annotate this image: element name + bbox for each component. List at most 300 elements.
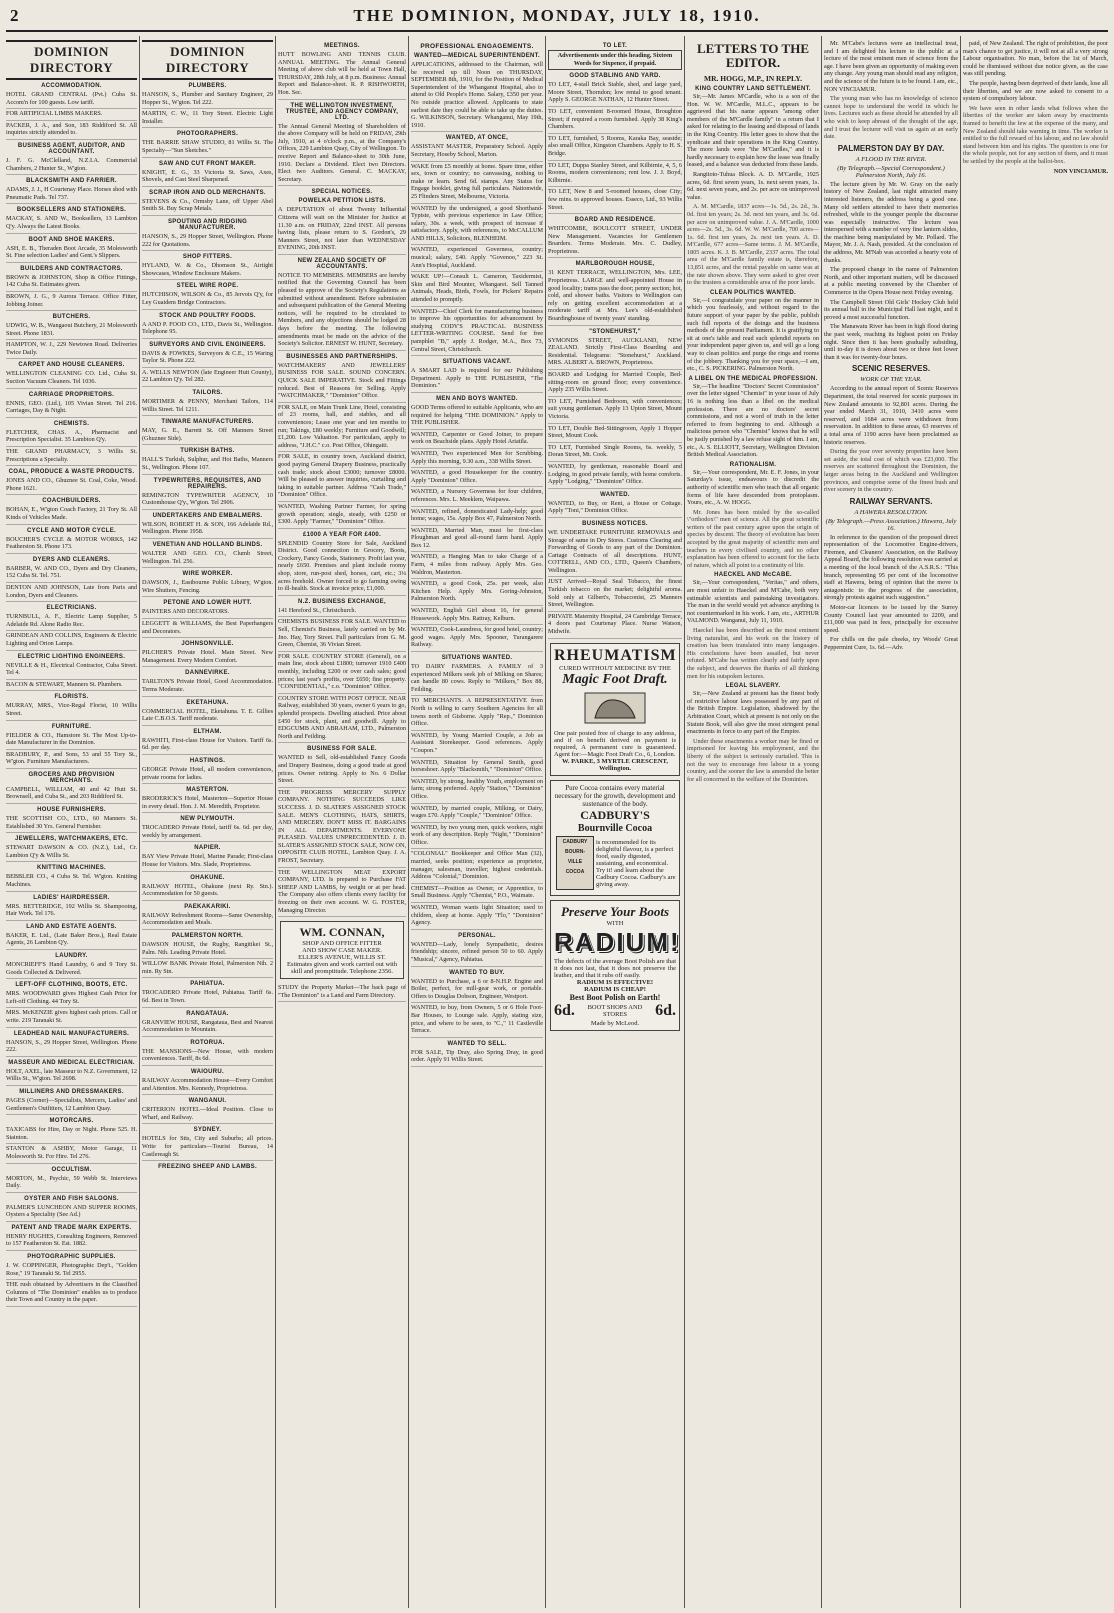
column-rule: [275, 36, 276, 1608]
railway-dateline: (By Telegraph.—Press Association.) Hawera, July 16.: [825, 517, 957, 532]
directory-entry: FIELDER & CO., Hamstore St. The Most Up-to-date Manufacturer in the Dominion.: [6, 731, 137, 750]
directory-heading: TURKISH BATHS.: [180, 448, 235, 455]
filler-text: During the year over seventy properties have been set aside, the total cost of which was £23,000. The reserves are scattered throughout the Dominion, the larger areas being in the Auckland and Wellington provinces, and comprise some of the finest bush and river scenery in the country.: [824, 448, 958, 494]
directory-heading: SHOP FITTERS.: [182, 254, 233, 261]
radium-price-row: [554, 1002, 676, 1020]
scenic-subheading: WORK OF THE YEAR.: [860, 376, 922, 384]
block-heading: GOOD STABLING AND YARD.: [569, 73, 661, 80]
directory-entry: THE BARRIE SHAW STUDIO, 81 Willis St. The Specialty—"Sun Sketches.": [142, 138, 273, 157]
directory-entry: RAILWAY Refreshment Rooms—Same Ownership, Accommodation and Meals.: [142, 911, 273, 930]
directory-heading: LEADHEAD NAIL MANUFACTURERS.: [13, 1030, 130, 1037]
directory-heading: BUTCHERS.: [52, 314, 91, 321]
directory-entry: WALTER AND GEO. CO., Clumb Street, Wellington. Tel. 256.: [142, 549, 273, 568]
directory-heading: FLORISTS.: [54, 694, 89, 701]
block-heading: MARLBOROUGH HOUSE,: [575, 261, 655, 268]
bournville-name: Bournville Cocoa: [577, 823, 653, 835]
letters-column: [687, 40, 819, 1608]
directory-entry: DENTON AND JOHNSON, Late from Paris and London, Dyers and Cleaners.: [6, 583, 137, 602]
cadbury-advert: [550, 780, 680, 896]
notice-text: TO LET, Furnished Bedroom, with conveniences; suit young gentleman. Apply 13 Upton Street, Mount Victoria.: [548, 397, 682, 424]
directory-entry: DAWSON, J., Eastbourne Public Library, W'gton. Wire Shutters, Fencing.: [142, 578, 273, 597]
news-paragraph: According to the annual report of Scenic Reserves Department, the total reserved for scenic purposes in New Zealand amounts to 92,801 acres. During the year ended March 31, 1910, 3410 acres were reserved, and 1684 acres were withdrawn from reservation. In addition to these areas, 63 reserves of a total area of 1190 acres have been proclaimed as historic reserves.: [824, 385, 958, 446]
directory-heading: CARRIAGE PROPRIETORS.: [28, 391, 115, 398]
notice-text: WANTED, by gentleman, reasonable Board and Lodging, in good private family, with home comforts. Apply "Lodging," "Dominion" Office.: [548, 462, 682, 489]
directory-entry: STEWART DAWSON & CO. (N.Z.), Ltd., Cr. Lambton Q'y & Willis St.: [6, 843, 137, 862]
notice-text: WANTED, by married couple, Milking, or Dairy, wages £70. Apply "Couple," "Dominion" Office.: [411, 804, 543, 823]
cocoa-row: [554, 834, 676, 892]
notice-text: WANTED, Married Man, must be first-class Ploughman and good all-round farm hand. Apply Box 12.: [411, 526, 543, 553]
news-paragraph: The Campbell Street Old Girls' Hockey Club held its annual ball in the Municipal Hall last night, and it proved a most successful function.: [824, 298, 958, 321]
directory-entry: CRITERION HOTEL—Ideal Position. Close to Wharf, and Railway.: [142, 1105, 273, 1124]
directory-heading: PAHIATUA.: [190, 981, 225, 988]
directory-entry: GRANVIEW HOUSE, Rangataua, Best and Nearest Accommodation to Mountain.: [142, 1018, 273, 1037]
block-heading: BOARD AND RESIDENCE.: [574, 217, 656, 224]
radium-stores: BOOT SHOPS AND STORES: [587, 1004, 643, 1019]
directory-heading: OHAKUNE.: [190, 874, 225, 881]
letter-paragraph: Sir,—New Zealand at present has the finest body of restrictive labour laws possessed by any part of the British Empire. Legislation, shadowed by the Arbitration Court, which at present is not only on the Statute Book, will also give the most stringent penal enactments in force to any part of the Empire.: [687, 690, 819, 736]
directory-entry: MARTIN, C. W., 11 Tory Street. Electric Light Installer.: [142, 109, 273, 128]
libel-heading: A LIBEL ON THE MEDICAL PROFESSION.: [688, 375, 818, 382]
cadbury-brand: CADBURY'S: [580, 808, 650, 823]
notice-text: COUNTRY STORE WITH POST OFFICE. NEAR Railway, established 30 years, owner 6 years to go, splendid prospects. Dwelling attached. Price about £450 for stock, plant, and goodwill. Apply to EDGCUMB AND ABRAHAM, LTD., Palmerston North and Feilding.: [278, 694, 406, 744]
directory-entry: ADAMS, J. J., H Courtenay Place. Horses shod with Pneumatic Pads. Tel 737.: [6, 185, 137, 204]
directory-entry: THE MANSIONS—New House, with modern conveniences. Tariff, 8s 6d.: [142, 1047, 273, 1066]
notice-text: WANTED, a Hanging Man to take Charge of a Farm, 4 miles from railway. Apply Mrs. Geo. Waldron, Masterton.: [411, 552, 543, 579]
directory-entry: MACKAY, S. AND W., Booksellers, 13 Lambton Q'y. Always the Latest Books.: [6, 214, 137, 233]
block-heading: SPECIAL NOTICES.: [311, 189, 373, 196]
directory-heading: WAIOURU.: [190, 1068, 225, 1075]
cocoa-tin-icon: CADBURY BOURN- VILLE COCOA: [556, 836, 594, 890]
notice-text: TO LET, Furnished Single Rooms, 6s. weekly, 5 Doran Street, Mt. Cook.: [548, 443, 682, 462]
masthead: [6, 6, 1108, 32]
directory-heading: OYSTER AND FISH SALOONS.: [24, 1195, 119, 1202]
directory-entry: WILSON, ROBERT H. & SON, 166 Adelaide Rd., Wellington. Phone 1958.: [142, 520, 273, 539]
news-paragraph: The people, having been deprived of their lands, lose all their liberties, and we are now asked to consent to a system of compulsory labour.: [963, 79, 1108, 103]
directory-heading: ELECTRICIANS.: [46, 605, 97, 612]
notice-text: WANTED by the undersigned, a good Shorthand-Typiste, with previous experience in Law Office; salary, 30s. a week, with prospect of increase if satisfactory. Apply, with references, to McCALLUM AND HILLS, Solicitors, BLENHEIM.: [411, 204, 543, 246]
column-rule: [545, 36, 546, 1608]
directory-entry: MRS. McKENZIE gives highest cash prices. Call or write. 219 Taranaki St.: [6, 1008, 137, 1027]
directory-heading: LAUNDRY.: [55, 953, 88, 959]
notice-text: FOR SALE. COUNTRY STORE (General), on a main line, stock about £1800; turnover 1910 £400 monthly, including £200 or over cash sales; good prices; last year's profits, over £650; fine property. "CONFIDENTIAL," c.o. "Dominion" Office.: [278, 652, 406, 694]
directory-heading: CHEMISTS.: [53, 420, 90, 427]
directory-heading: BUSINESS AGENT, AUDITOR, AND ACCOUNTANT.: [17, 142, 126, 155]
block-heading: £1000 A YEAR FOR £400.: [302, 531, 382, 538]
notice-text: FOR SALE, in country town, Auckland district, good paying General Drapery Business, practically cash trade; stock about £3000; turnover £8000. Will be pleased to answer inquiries, curtailing and taking in suitable partner. Address "Cash Trade," "Dominion" Office.: [278, 452, 406, 502]
directory-entry: HANSON, S., 29 Hopper Street, Wellington. Phone 222.: [6, 1038, 137, 1057]
directory-entry: PILCHER'S Private Hotel. Main Street. New Management. Every Modern Comfort.: [142, 648, 273, 667]
directory-entry: DAWSON HOUSE, the Rugby, Rangitikei St., Palm. Nth. Leading Private Hotel.: [142, 940, 273, 959]
directory-entry: HENRY HUGHES, Consulting Engineers, Removed to 157 Featherston St. Est. 1882.: [6, 1232, 137, 1251]
legal-slavery-heading: LEGAL SLAVERY.: [725, 683, 781, 690]
block-heading: NEW ZEALAND SOCIETY OF ACCOUNTANTS.: [297, 257, 387, 270]
notice-text: GOOD Terms offered to suitable Applicants, who are required for helping "THE DOMINION." Apply to THE PUBLISHER.: [411, 403, 543, 430]
notice-text: WANTED, refined, domesticated Lady-help; good home; wages, 15s. Apply Box 47, Palmerston North.: [411, 507, 543, 526]
letter-paragraph: Sir,—Your correspondent, Mr. E. F. Jones, in your Saturday's issue, endeavours to discredit the authority of scientific men who teach that all organic forms of life have descended from protoplasm. Yours, etc., A. W. HOGG.: [687, 468, 819, 507]
filler-text: The young man who has no knowledge of science cannot hope to understand the world in which he lives. Lectures such as these should be attended by all who wish to keep abreast of the thought of the age, and I trust the lecturer will visit us again at an early date.: [824, 95, 958, 141]
professional-banner: PROFESSIONAL ENGAGEMENTS.: [420, 43, 534, 50]
block-heading: SITUATIONS VACANT.: [442, 359, 512, 366]
directory-heading: ROTORUA.: [190, 1039, 225, 1046]
connan-name: WM. CONNAN,: [299, 925, 385, 940]
notice-text: WANTED, a good Cook, 25s. per week, also Kitchen Help. Apply Mrs. Goring-Johnston, Palmerston North.: [411, 579, 543, 606]
notice-text: WANTED, experienced Governess, country; musical; salary, £40. Apply "Govenoo," 223 St. Ann's Hospital, Auckland.: [411, 245, 543, 272]
directory-entry: REMINGTON TYPEWRITER AGENCY, 10 Customhouse Q'y., W'gton. Tel 2906.: [142, 491, 273, 510]
directory-entry: J. F. G. McClelland, N.Z.I.A. Commercial Chambers, 2 Hunter St., W'gton.: [6, 156, 137, 175]
connan-line: AND SHOW CASE MAKER.: [302, 947, 382, 955]
directory-entry: TARLTON'S Private Hotel, Good Accommodation. Terms Moderate.: [142, 677, 273, 696]
column-rule: [960, 36, 961, 1608]
notice-text: 141 Hereford St., Christchurch.: [278, 606, 406, 618]
notice-text: WANTED, to Buy, or Rent, a House or Cottage. Apply "Toni," Dominion Office.: [548, 499, 682, 518]
directory-entry: TAXICABS for Hire, Day or Night. Phone 525. H. Stainton.: [6, 1125, 137, 1144]
directory-entry: HANSON, S., Plumber and Sanitary Engineer, 29 Hopper St., W'gton. Tel 222.: [142, 90, 273, 109]
column-rule: [408, 36, 409, 1608]
notice-text: WE UNDERTAKE FURNITURE REMOVALS and Storage of same in Dry Stores. Customs Clearing and Forwarding of Goods to any part of the Dominion. Cartage Contracts of all descriptions. HUNT, COTTRELL, AND CO., LTD., Queen's Chambers, Wellington.: [548, 528, 682, 578]
cocoa-tail: is recommended for its delightful flavour, is a perfect food, easily digested, sustaining, and economical. Try it! and learn about the Cadbury Cocoa. Cadbury's are giving away.: [596, 838, 676, 888]
haeckel-heading: HAECKEL AND McCABE.: [714, 572, 792, 579]
directory-heading: TYPEWRITERS, REQUISITES, AND REPAIRERS.: [153, 477, 262, 490]
notice-text: WANTED, a good Housekeeper for the country. Apply "Dominion" Office.: [411, 468, 543, 487]
notice-text: WANTED, Woman wants light Situation; used to children, sleep at home. Apply "Flo," "Dominion" Agency.: [411, 903, 543, 930]
directory-heading: CARPET AND HOUSE CLEANERS.: [18, 362, 125, 369]
directory-heading: SCRAP IRON AND OLD MERCHANTS.: [149, 189, 266, 196]
directory-column-1: [6, 40, 137, 1608]
radium-brand: RADIUM!: [554, 927, 681, 958]
directory-heading: ACCOMMODATION.: [41, 83, 102, 89]
notice-text: WANTED, Washing Partner Farmer, for spring growth operation; single, steady, with £250 or £300. Apply "Farmer," "Dominion" Office.: [278, 502, 406, 529]
palmerston-dateline: (By Telegraph.—Special Correspondent.) Palmerston North, July 16.: [837, 164, 945, 179]
directory-entry: BAY View Private Hotel, Marine Parade; First-class House for Visitors. Mrs. Slade, Proprietress.: [142, 852, 273, 871]
scenic-heading: SCENIC RESERVES.: [851, 364, 931, 374]
directory-entry: NEVILLE & H., Electrical Contractor, Cuba Street. Tel 4.: [6, 661, 137, 680]
directory-sections-2: [142, 83, 273, 1161]
directory-heading: CYCLE AND MOTOR CYCLE.: [27, 527, 116, 534]
directory-entry: BRADBURY, P., and Sons, 53 and 55 Tory St., W'gton. Furniture Manufacturers.: [6, 750, 137, 769]
news-paragraph: paid, of New Zealand. The right of prohibition, the poor man's chance to get justice, it will not at all a very strong Labour organisation. No man, before the 1st of March, could be dismissed without due notice given, as the case was still pending.: [963, 40, 1108, 78]
notice-text: 31 KENT TERRACE, WELLINGTON, Mrs. LEE, Proprietress. LARGE and well-appointed House in good locality; trams pass the door; penny section; hot, cold, and shower baths. Visitors to Wellington can rely on getting excellent accommodation at a moderate tariff at Mrs. Lee's old-established Boardinghouse of twenty years' standing.: [548, 268, 682, 325]
directory-entry: BEBBLER CO., 4 Cuba St. Tel. W'gton. Knitting Machines.: [6, 872, 137, 891]
notice-text: CHEMISTS BUSINESS FOR SALE. WANTED to Sell, Chemist's Business, lately carried on by Mr. Jno. Hay, Tory Street. Full particulars from G. M. Green, Chemist, 36 Vivian Street.: [278, 617, 406, 651]
notice-text: WANTED to Sell, old-established Fancy Goods and Drapery Business, doing a good trade at good prices. Owner retiring. Apply to No. 6 Dollar Street.: [278, 753, 406, 787]
notice-text: WANTED, English Girl about 16, for general Housework. Apply Mrs. Rattray, Kelburn.: [411, 606, 543, 625]
directory-entry: PAINTERS AND DECORATORS.: [142, 607, 273, 619]
professional-blocks: [411, 53, 543, 1067]
notice-text: PRIVATE Maternity Hospital, 24 Cambridge Terrace, 4 doors past Courtenay Place. Nurse Watson, Midwife.: [548, 612, 682, 639]
notice-text: WAKE UP!—Consult L. Cameron, Taxidermist, Skin and Bird Mounter, Whangarei. Sell Tanned Animals, Heads, Birds, Fowls, for Pickers' Repairs attended to promptly.: [411, 272, 543, 306]
rheumatism-title: RHEUMATISM: [554, 646, 677, 664]
directory-heading: STEEL WIRE ROPE.: [176, 283, 239, 290]
directory-entry: JONES AND CO., Ghuznee St. Coal, Coke, Wood. Phone 1621.: [6, 476, 137, 495]
magic-foot-draft: Magic Foot Draft.: [562, 671, 668, 687]
block-heading: WANTED.: [600, 491, 630, 498]
letter-paragraph: Sir,—I congratulate your paper on the manner in which you fearlessly, and without regard to the future support of your paper by the public, publish such full reports of the doings and the business methods of the present Parliament. It is gratifying to sit at one's table and read such splendid reports on your independent paper given us, and will go a long way to clean politics and purge the rings and rooms of the jobbery. Thanking you for your space,—I am, etc., C. S. PICKERING. Palmerston North.: [687, 296, 819, 373]
directory-heading: OCCULTISM.: [51, 1166, 92, 1173]
column-rule: [139, 36, 140, 1608]
notice-text: TO MERCHANTS. A REPRESENTATIVE from North is willing to carry Southern Agencies for all towns north of Gisborne. Apply "Rep.," Dominion Office.: [411, 696, 543, 730]
directory-heading: KNITTING MACHINES.: [36, 865, 107, 872]
notice-text: A SMART LAD is required for our Publishing Department. Apply to THE PUBLISHER, "The Dominion.": [411, 366, 543, 393]
directory-heading: PATENT AND TRADE MARK EXPERTS.: [11, 1224, 132, 1231]
directory-heading: SPOUTING AND RIDGING MANUFACTURER.: [167, 218, 248, 231]
notice-text: APPLICATIONS, addressed to the Chairman, will be received up till Noon on THURSDAY, SEPTEMBER 8th, 1910, for the Position of Medical Superintendent of the Whanganui Hospital, also to attend to Old People's Home. Salary, £350 per year. No outside practice allowed. Applicants to state earliest date they could be able to take up the duties. G. WILKINSON, Secretary. Whanganui, May 19th, 1910.: [411, 60, 543, 132]
to-let-column: [548, 40, 682, 1608]
directory-entry: THE rush obtained by Advertisers in the Classified Columns of "The Dominion" enables us to produce their Town and Country in the paper.: [6, 1280, 137, 1307]
directory-entry: MRS. WOODWARD gives Highest Cash Price for Left-off Clothing. 44 Tory St.: [6, 989, 137, 1008]
directory-heading: SURVEYORS AND CIVIL ENGINEERS.: [149, 341, 266, 348]
directory-entry: BAKER, E. Ltd., (Late Baker Bros.), Real Estate Agents, 26 Lambton Q'y.: [6, 931, 137, 950]
notice-text: FOR SALE, Tip Dray, also Spring Dray, in good order. Apply 91 Willis Street.: [411, 1048, 543, 1067]
news-column: [824, 40, 958, 1608]
directory-entry: LEGGETT & WILLIAMS, the Best Paperhangers and Decorators.: [142, 619, 273, 638]
filler-text: We have seen in other lands what follows when the liberties of the worker are taken away by enactments framed to benefit the few at the expense of the many, and New Zealand should take warning in time. The worker is entitled to the full reward of his labour, and no law should stand between him and his rights. The question is one for the whole people, not for any section of them, and it must be settled by the people at the ballot-box.: [963, 104, 1108, 165]
meetings-column: [278, 40, 406, 1608]
directory-heading: BOOKSELLERS AND STATIONERS.: [16, 207, 127, 214]
directory-entry: TURNBULL, A. F., Electric Lamp Supplier, 5 Adelaide Rd. Alone Radio Rec.: [6, 612, 137, 631]
block-heading: PERSONAL.: [458, 932, 496, 939]
directory-entry: BACON & STEWART, Manners St. Plumbers.: [6, 680, 137, 692]
directory-entry: HALL'S Turkish, Sulphur, and Hot Baths, Manners St., Wellington. Phone 107.: [142, 455, 273, 474]
filler-text: A. M. M'Cardle, 1837 acres—1s. 5d., 2s. 2d., 3s. 0d. first ten years; 2s. 3d. next ten years, and 3s. 6d. per acre on unimproved value. J. A. M'Cardle, 1000 acres—2s. 5d., 3s. 6d. W. W. M'Cardle, 700 acres—1s. 6d. first ten years, 2s. next ten years. A. D. M'Cardle, 677 acres—Same terms. J. M. M'Cardle, 1805 acres. K. J. B. M'Cardle, 2337 acres. The total area of the M'Cardle family estate is, therefore, 13,851 acres, and the rental payable on same was at the rate shown above. They were asked to give over to the trustees a considerable area of the poor lands.: [687, 203, 819, 287]
radium-effective: RADIUM IS EFFECTIVE!: [576, 979, 654, 987]
directory-entry: BROWN & JOHNSTON, Shop & Office Fittings, 142 Cuba St. Estimates given.: [6, 273, 137, 292]
block-heading: SITUATIONS WANTED.: [441, 655, 513, 661]
rheumatism-advert: [550, 643, 680, 777]
directory-entry: THE GRAND PHARMACY, 3 Willis St. Prescriptions a Specialty.: [6, 447, 137, 466]
rheumatism-sub: CURED WITHOUT MEDICINE BY THE: [559, 664, 671, 672]
directory-entry: PALMER'S LUNCHEON AND SUPPER ROOMS, Oysters a Speciality (See Ad.): [6, 1203, 137, 1222]
directory-heading: BOOT AND SHOE MAKERS.: [28, 236, 115, 243]
directory-heading: HOUSE FURNISHERS.: [37, 807, 106, 814]
signature: NON VINCIAMUR.: [1053, 167, 1108, 175]
notice-text: WANTED—Chief Clerk for manufacturing business to improve his opportunities for advancement by studying CODY'S PRACTICAL BUSINESS LETTER-WRITING COURSE. Send for free pamphlet "B," apply J. Rodger, M.A., Box 73, Central Street, Christchurch.: [411, 307, 543, 357]
column-rule: [821, 36, 822, 1608]
foot-draft-illustration: [580, 688, 650, 728]
directory-sections: [6, 83, 137, 1307]
letter-paragraph: Sir,—The headline "Doctors' Secret Commission" over the letter signed "Chemist" in your issue of July 16 is nothing less than a libel on the medical profession. There are no doctors' secret commissions, and not a word of truth in the letter referred to from beginning to end. Although a malicious person who "Chemist" knows that he will be justly punished by a law refuse sight of him. I am, etc., A. S. ELLIOTT, Secretary, Wellington Division British Medical Association.: [687, 382, 819, 459]
directory-heading: VENETIAN AND HOLLAND BLINDS.: [152, 542, 263, 548]
notice-text: WANTED, to buy, from Owners, 5 or 6 Hole Foot-Bar Houses, to Lounge sale. Apply, stating size, price, and where to be seen, to "C.," 11 Castleville Terrace.: [411, 1003, 543, 1037]
notice-text: HUTT BOWLING AND TENNIS CLUB. ANNUAL MEETING. The Annual General Meeting of above club will be held at Town Hall, THURSDAY, 28th July, at 8 p.m. Business: Annual Report and Balance-sheet. R. P. RISHWORTH, Hon. Sec.: [278, 50, 406, 100]
directory-heading: PHOTOGRAPHIC SUPPLIES.: [27, 1254, 116, 1261]
directory-entry: GEORGE Private Hotel, all modern conveniences, private rooms for ladies.: [142, 765, 273, 784]
directory-heading: HASTINGS.: [189, 757, 226, 764]
directory-entry: MONCRIEFF'S Hand Laundry, 6 and 9 Tory St. Goods Collected & Delivered.: [6, 960, 137, 979]
directory-entry: MORTIMER & PENNY, Merchant Tailors, 114 Willis Street. Tel 1211.: [142, 397, 273, 416]
directory-heading: COACHBUILDERS.: [42, 498, 101, 505]
directory-heading: LEFT-OFF CLOTHING, BOOTS, ETC.: [15, 982, 128, 989]
notice-text: WANTED, by Young Married Couple, a Job as Assistant Storekeeper. Good references. Apply "Coupon.": [411, 731, 543, 758]
directory-entry: UDWIG, W. B., Wangaoui Butchery, 21 Molesworth Street. Phone 1831.: [6, 321, 137, 340]
notice-text: WANTED, Situation by General Smith, good horseshoer. Apply "Blacksmith," "Dominion" Office.: [411, 758, 543, 777]
notice-text: WANTED, by strong, healthy Youth, employment on farm; strong preferred. Apply "Station," "Dominion" Office.: [411, 777, 543, 804]
directory-entry: HANSON, S., 29 Hopper Street, Wellington. Phone 222 for Quotations.: [142, 232, 273, 251]
block-heading: MEN AND BOYS WANTED.: [436, 395, 518, 402]
notice-text: SPLENDID Country Store for Sale, Auckland District. Good connection in Grocery, Boots, Crockery, Fancy Goods, Stationery. Profit last year, nearly £650. Premises and plant include roomy shop, store, run-post shed, horses, cart, etc.; 3¼ acres freehold. Owner forced to go farming owing to ill-health. Stock at invoice price, £1,000.: [278, 539, 406, 596]
notice-text: TO LET, furnished, 5 Rooms, Karaka Bay, seaside; also small Office, Kingston Chambers. Apply to H. S. Bridge.: [548, 134, 682, 161]
block-heading: BUSINESSES AND PARTNERSHIPS.: [286, 353, 398, 360]
page-number: 2: [10, 6, 19, 25]
directory-banner: DOMINION DIRECTORY: [142, 40, 273, 80]
notice-text: WANTED, Two experienced Men for Scrubbing. Apply this morning, 9.30 a.m., 338 Willis Street.: [411, 449, 543, 468]
news-paragraph: The Manawatu River has been in high flood during the past week, reaching its highest point on Friday night. Since then it has been gradually subsiding, until to-day it is down about two or three feet lower than it was for twenty-four hours.: [824, 323, 958, 361]
radium-bottom: Best Boot Polish on Earth!: [569, 993, 661, 1003]
directory-entry: HUTCHISON, WILSON & Co., 85 Jervois Q'y, for Ley Guaidem Bridge Contractors.: [142, 290, 273, 309]
notice-text: WAKE from £5 monthly at home. Spare time, either sex, town or country; no canvassing, nothing to make or learn. Send 6d. stamps. Any Status for Engage booklet, giving full particulars. Nationwide, 25 Flinders Street, Melbourne, Victoria.: [411, 162, 543, 204]
notice-text: WANTED, Cook-Laundress, for good hotel, country; good wages. Apply Mrs. Spooner, Turangarere Railway.: [411, 625, 543, 652]
filler-text: Under these enactments a worker may be fined or imprisoned for leaving his employment, and the liberty of the subject is seriously curtailed. This is not the way to encourage free labour in a young country, and the sooner the law is amended the better for all concerned in the welfare of the Dominion.: [687, 737, 819, 783]
rationalism-heading: RATIONALISM.: [729, 461, 777, 468]
news-paragraph: For chills on the pale cheeks, try Woods' Great Peppermint Cure, 1s. 6d.—Adv.: [824, 636, 958, 651]
directory-entry: THE SCOTTISH CO., LTD., 60 Manners St. Established 30 Yrs. General Furnisher.: [6, 814, 137, 833]
professional-column: [411, 40, 543, 1608]
palmerston-heading: PALMERSTON DAY BY DAY.: [837, 143, 945, 153]
directory-heading: BUILDERS AND CONTRACTORS.: [20, 265, 123, 272]
connan-line: ELLER'S AVENUE, WILLIS ST.: [298, 954, 386, 962]
directory-heading: ELECTRIC LIGHTING ENGINEERS.: [17, 653, 126, 660]
directory-entry: BARBER, W. AND CO., Dyers and Dry Cleaners, 152 Cuba St. Tel. 751.: [6, 564, 137, 583]
directory-heading: NEW PLYMOUTH.: [180, 816, 235, 823]
notice-text: WANTED to Purchase, a 6 or 8-N.H.P. Engine and Boiler, perfect, for mill-gear work, or portable. Offers to Douglas Dobson, Engineer, Westport.: [411, 977, 543, 1004]
news-paragraph: The lecture given by Mr. W. Gray on the early history of New Zealand, last night attracted many interested listeners, the address being a good one. Many old settlers attended to have their memories refreshed, while to the younger people the discourse was especially instructive. The lecture was interspersed with a number of very fine lantern slides, the machine being manipulated by Mr. Pollard. The Mayor, Mr. J. A. Nash, presided. At the conclusion of the address, Mr. M'Nab was accorded a hearty vote of thanks.: [824, 180, 958, 264]
directory-entry: BOUCHER'S CYCLE & MOTOR WORKS, 142 Featherston St. Phone 173.: [6, 535, 137, 554]
railway-subheading: A HAWERA RESOLUTION.: [854, 508, 928, 516]
directory-entry: MORTON, M., Psychic, 59 Webb St. Interviews Daily.: [6, 1174, 137, 1193]
directory-entry: ASH, E. B., Theraden Boot Arcade, 35 Molesworth St. Fine selection Ladies' and Gent.'s Slippers.: [6, 244, 137, 263]
directory-heading: RANGATAUA.: [186, 1010, 229, 1017]
directory-heading: LAND AND ESTATE AGENTS.: [26, 923, 117, 930]
notice-text: FOR SALE, on Main Trunk Line, Hotel, consisting of 23 rooms, hall, and stables, and all conveniences; Lease one year and ten months to run; Takings, £80 weekly; Furniture and Goodwill; £1,200. Low Valuation. For particulars, apply to address, "J.H.C." c.o. Post Office, Ohingaiti.: [278, 403, 406, 453]
directory-entry: BROWN, J. G., 9 Aurora Terrace. Office Fitter, Jobbing Joiner.: [6, 292, 137, 311]
notice-text: SYMONDS STREET, AUCKLAND, NEW ZEALAND. Strictly First-Class Boarding and Residential. Telegrams: "Stonehurst," Auckland. MRS. ALBERT A. BROWN, Proprietress.: [548, 336, 682, 370]
directory-heading: TINWARE MANUFACTURERS.: [161, 419, 254, 426]
block-heading: N.Z. BUSINESS EXCHANGE,: [298, 598, 386, 605]
directory-entry: ENNIS, GEO. (Ltd.), 105 Vivian Street. Tel 216. Carriages, Day & Night.: [6, 399, 137, 418]
directory-entry: A AND P. FOOD CO., LTD., Davis St., Wellington. Telephone 95.: [142, 320, 273, 339]
directory-heading: DYERS AND CLEANERS.: [32, 556, 111, 563]
directory-entry: PACKER, J. A., and Son, 183 Riddiford St. All inquiries strictly attended to.: [6, 121, 137, 140]
directory-entry: FLETCHER, CHAS. A., Pharmacist and Prescription Specialist. 35 Lambton Q'y.: [6, 428, 137, 447]
directory-entry: GRINDEAN AND COLLINS, Engineers & Electric Lighting and Orion Lamps.: [6, 631, 137, 650]
freezing-note: FREEZING SHEEP AND LAMBS.: [158, 1164, 257, 1171]
notice-text: THE PROGRESS MERCERY SUPPLY COMPANY. NOTHING SUCCEEDS LIKE SUCCESS. J. D. SLATER'S ASSIGNED STOCK SALE. MEN'S CLOTHING, HATS, SHIRTS, AND MERCERY. DON'T MISS IT. BARGAINS IN ALL DEPARTMENTS. EVERYONE PLEASED. VALUES UNPRECEDENTED. J. D. SLATER'S ASSIGNED STOCK SALE, NOW ON, OPPOSITE CLUB HOTEL, Lambton Quay. J. A. FROST, Secretary.: [278, 788, 406, 868]
connan-line: Estimates given and work carried out with skill and promptitude. Telephone 2356.: [286, 961, 398, 976]
directory-entry: HOTELS for Stts, City and Suburbs; all prices. Write for particulars—Tourist Bureau, 14 Castlereagh St.: [142, 1134, 273, 1161]
letter-paragraph: Sir,—Mr. James M'Cardle, who is a son of the Hon. W. W. M'Cardle, M.L.C., appears to be aggrieved that his name appears "among other members of the M'Cardle family" in a return that I asked for relating to the leasing and disposal of lands in the King Country. His letter goes to show that the syndicate and their operations in the King Country. The more lands were "the M'Cardles," and it is hardly necessary to explain how the lease was finally leased, and a balance was deducted from these lands.: [687, 93, 819, 169]
notice-text: THE WELLINGTON MEAT EXPORT COMPANY, LTD. Is prepared to Purchase FAT SHEEP AND LAMBS, by weight or at per head. The Company also offers clients every facility for freezing on their own account. W. G. FOSTER, Managing Director.: [278, 868, 406, 918]
directory-heading: SYDNEY.: [193, 1127, 222, 1134]
directory-heading: UNDERTAKERS AND EMBALMERS.: [152, 512, 263, 519]
notice-text: CHEMIST—Position as Owner, or Apprentice, to Small Business. Apply "Chemist," P.O., Waimate.: [411, 884, 543, 903]
notice-text: TO LET, Duppa Stanley Street, and Kilbirnie, 4, 5, 6 Rooms, modern conveniences; rent low. J. J. Boyd, Kilbirnie.: [548, 161, 682, 188]
directory-entry: DAVIS & FOWKES, Surveyors & C.E., 15 Waring Taylor St. Phone 222.: [142, 349, 273, 368]
rates-box: Advertisements under this heading, Sixteen Words for Sixpence, if prepaid.: [548, 50, 682, 70]
directory-entry: FOR ARTIFICIAL LIMBS MAKERS.: [6, 109, 137, 121]
directory-entry: RAWHITI, First-class House for Visitors. Tariff 6s. 6d. per day.: [142, 736, 273, 755]
to-let-blocks: [548, 73, 682, 638]
directory-heading: SAW AND CUT FRONT MAKER.: [159, 160, 256, 167]
letter-paragraph: Rangitoto-Tuhua Block. A. D. M'Cardle, 1925 acres, 6d. first seven years, 1s. next seven years, 1s. 6d. next seven years, and 2s. per acre on unimproved value.: [687, 170, 819, 201]
directory-heading: STOCK AND POULTRY FOODS.: [159, 312, 256, 319]
rheumatism-agent: W. PARKE, 3 MYRTLE CRESCENT, Wellington.: [561, 758, 668, 773]
block-heading: BUSINESS FOR SALE.: [307, 746, 377, 753]
newspaper-title: THE DOMINION, MONDAY, JULY 18, 1910.: [353, 6, 761, 25]
directory-heading: MOTORCARS.: [49, 1118, 94, 1125]
directory-heading: PALMERSTON NORTH.: [171, 933, 244, 940]
directory-heading: WIRE WORKER.: [182, 571, 233, 578]
directory-heading: PAEKAKARIKI.: [184, 903, 231, 910]
directory-entry: CAMPBELL, WILLIAM, 40 and 42 Hutt St. Brownsell, and Cuba St., and 203 Riddiford St.: [6, 785, 137, 804]
directory-heading: BLACKSMITH AND FARRIER.: [26, 178, 117, 185]
rheumatism-body: One pair posted free of charge to any address, and if on benefit derived on payment is required, A permanent cure is guaranteed. Agent for:—Magic Foot Draft Co., 6, London.: [554, 730, 676, 759]
directory-entry: WILLOW BANK Private Hotel, Palmerston Nth. 2 min. Ry Stn.: [142, 959, 273, 978]
notice-text: NOTICE TO MEMBERS. MEMBERS are hereby notified that the Governing Council has been pleased to approve of the Society's Regulations as submitted without amendment. Before submission and subsequent publication of the General Meeting notices, will be required to be circulated to Members, and any objections should be lodged 28 days before the meeting. The following amendments must be made on the advice of the Society's Solicitor. ERNEST W. HUNT, Secretary.: [278, 271, 406, 351]
directory-entry: RAILWAY HOTEL, Ohakune (next Ry. Stn.). Accommodation for 50 guests.: [142, 882, 273, 901]
directory-entry: HOLT, AXEL, late Masseur to N.Z. Government, 12 Willis St., W'gton. Tel 2698.: [6, 1067, 137, 1086]
filler-text: Mr. Jones has been misled by the so-called \"orthodox\" men of science. All the great scientific writers of the past century agree upon the origin of species by descent. The theory of evolution has been accepted by the great majority of scientific men and teachers in every civilised country, and no other explanation has been offered to account for the facts of nature, which all point to a continuity of life.: [687, 508, 819, 569]
property-footer: STUDY the Property Market—The back page of "The Dominion" is a Land and Farm Directory.: [278, 983, 406, 1002]
hogg-byline: MR. HOGG, M.P., IN REPLY.: [704, 74, 802, 83]
notice-text: ASSISTANT MASTER, Preparatory School. Apply Secretary, Hoseby School, Marton.: [411, 142, 543, 161]
filler-text: Haeckel has been described as the most eminent living naturalist, and his work on the history of creation has been translated into many languages. His conclusions have been assailed, but never refuted. M'Cabe has written clearly and fairly upon the subject, and deserves the thanks of all thinking men for his outspoken lectures.: [687, 627, 819, 680]
directory-heading: FURNITURE.: [51, 723, 92, 730]
directory-entry: J. W. COPPINGER, Photographic Dep't., "Golden Rose," 19 Taranaki St. Tel 2955.: [6, 1261, 137, 1280]
directory-entry: WELLINGTON CLEANING CO. Ltd., Cuba St. Suction Vacuum Cleaners. Tel 1036.: [6, 369, 137, 388]
directory-column-2: [142, 40, 273, 1608]
directory-entry: MAY, G. E., Barrett St. Off Manners Street (Ghuznee Side).: [142, 426, 273, 445]
directory-entry: STEVENS & Co., Ormsby Lane, off Upper Abel Smith St. Buy Scrap Metals.: [142, 197, 273, 216]
radium-cheap: RADIUM IS CHEAP!: [584, 986, 646, 994]
block-heading: WANTED, AT ONCE,: [445, 135, 509, 142]
directory-heading: LADIES' HAIRDRESSER.: [33, 894, 110, 901]
column-rule: [684, 36, 685, 1608]
railway-heading: RAILWAY SERVANTS.: [849, 496, 933, 506]
block-heading: POWELKA PETITION LISTS.: [298, 198, 386, 205]
letters-title: LETTERS TO THE EDITOR.: [696, 41, 809, 70]
directory-banner: DOMINION DIRECTORY: [6, 40, 137, 80]
notice-text: TO LET, 4-stall Brick Stable, shed, and large yard, Moore Street, Thorndon; low rental to good tenant. Apply S. GEORGE NATHAN, 12 Hunter Street.: [548, 80, 682, 107]
radium-price: 6d.: [655, 1002, 676, 1020]
connan-advert: [280, 921, 404, 979]
directory-heading: ELTHAM.: [193, 728, 222, 735]
directory-heading: TAILORS.: [192, 390, 223, 397]
continuation-column: [963, 40, 1108, 1608]
directory-heading: MASTERTON.: [186, 787, 229, 794]
directory-entry: RAILWAY Accommodation House—Every Comfort and Attention. Mrs. Kennedy, Proprietress.: [142, 1076, 273, 1095]
directory-entry: HOTEL GRAND CENTRAL (Pvt.) Cuba St. Accom'n for 100 guests. Low tariff.: [6, 90, 137, 109]
directory-entry: TROCADERO Private Hotel, tariff 6s. 6d. per day, weekly by arrangement.: [142, 823, 273, 842]
radium-price: 6d.: [554, 1002, 575, 1020]
meetings-blocks: [278, 43, 406, 917]
notice-text: TO LET, Double Bed-Sittingroom, Apply 1 Hopper Street, Mount Cook.: [548, 424, 682, 443]
directory-entry: STANTON & ASHBY, Motor Garage, 11 Molesworth St. For Hire. Tel 276.: [6, 1144, 137, 1163]
notice-text: A DEPUTATION of about Twenty Influential Citizens will wait on the Minister for Justice at 11.30 a.m. on FRIDAY, 22nd INST. All persons having lists, please return to S. Gordon's, 29 Manners Street, not later than WEDNESDAY EVENING, 20th INST.: [278, 205, 406, 255]
directory-entry: KNIGHT, E. G., 33 Victoria St. Saws, Axes, Shovels, and Cast Steel Sharpened.: [142, 168, 273, 187]
directory-heading: EKETAHUNA.: [186, 699, 229, 706]
block-heading: "STONEHURST,": [589, 328, 641, 335]
radium-maker: Made by McLeod.: [590, 1020, 640, 1028]
notice-text: JUST Arrived—Royal Seal Tobacco, the finest Turkish tobacco on the market; delightful aroma. Sold only at Gilbert's, Tobacconist, 25 Manners Street, Wellington.: [548, 577, 682, 611]
notice-text: "COLONIAL" Bookkeeper and Office Man (32), married, seeks position; experience as proprietor, manager, salesman, traveller; highest credentials. Address "Colonial," Dominion.: [411, 849, 543, 883]
notice-text: TO DAIRY FARMERS. A FAMILY of 3 experienced Milkers seek job of Milking on Shares; can handle 80 cows. Reply to "Milkers," Box 88, Feilding.: [411, 662, 543, 696]
notice-text: WATCHMAKERS' AND JEWELLERS' BUSINESS FOR SALE. SOUND CONCERN. QUICK SALE IMPERATIVE. Stock and Fittings reduced. Best of Reasons for Selling. Apply "WATCHMAKER," "Dominion" Office.: [278, 361, 406, 403]
directory-heading: DANNEVIRKE.: [185, 670, 230, 677]
radium-body: The defects of the average Boot Polish are that it does not last, that it does not preserve the leather, and that it rubs off easily.: [554, 958, 676, 980]
clean-politics-heading: CLEAN POLITICS WANTED.: [710, 289, 796, 296]
directory-entry: MRS. BETTERIDGE, 192 Willis St. Shampooing, Hair Work. Tel 176.: [6, 902, 137, 921]
directory-heading: MASSEUR AND MEDICAL ELECTRICIAN.: [8, 1059, 135, 1066]
notice-text: TO LET, New 8 and 5-roomed houses, close City; few mins. to approved houses. Esseco, Ltd., 93 Willis Street.: [548, 187, 682, 214]
